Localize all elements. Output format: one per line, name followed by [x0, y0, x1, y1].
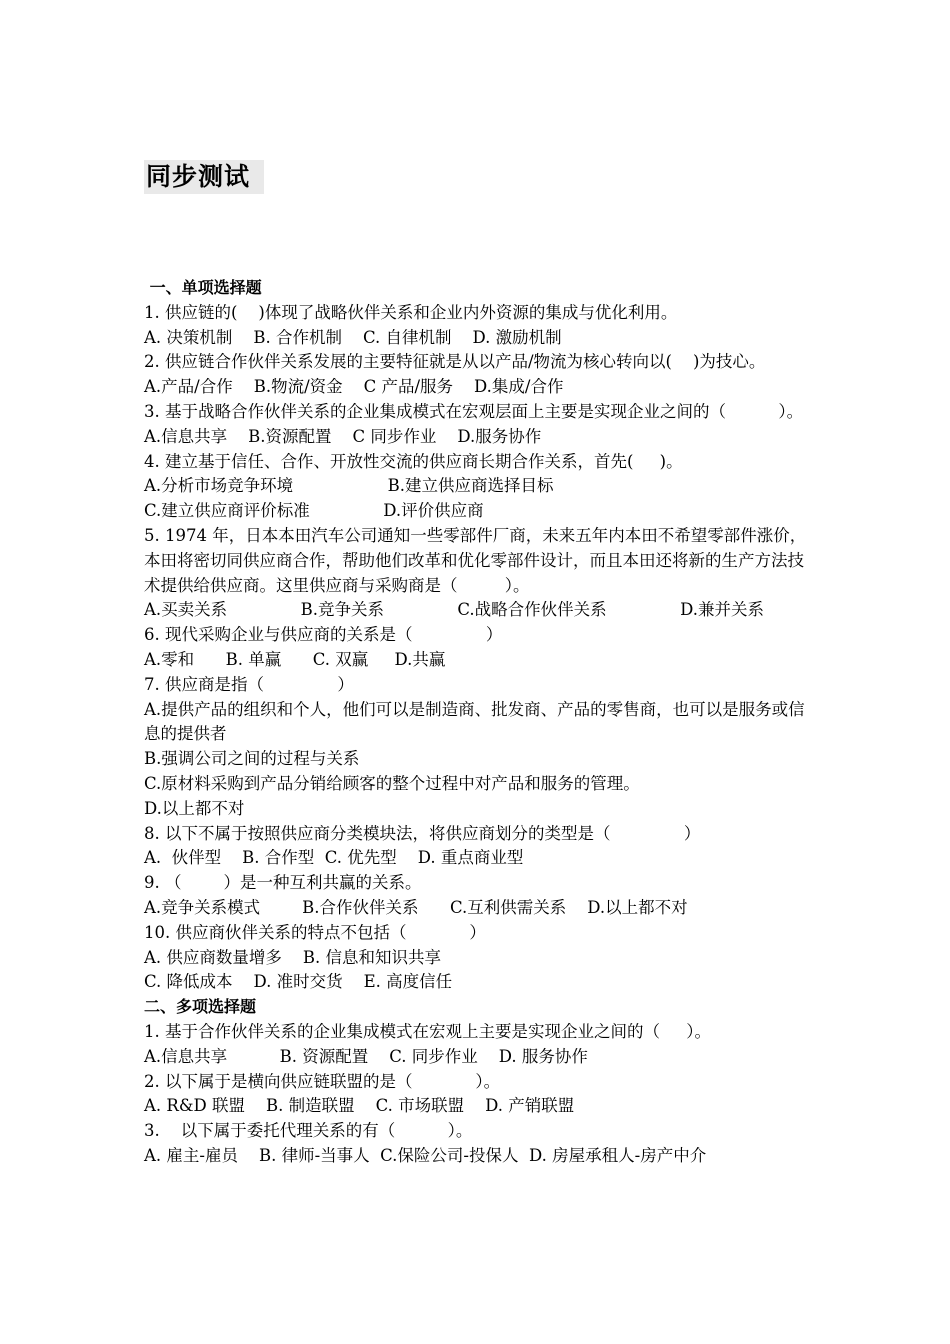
options-6: A.零和 B. 单赢 C. 双赢 D.共赢 — [144, 649, 446, 669]
section-heading-single-choice: 一、单项选择题 — [144, 278, 262, 297]
question-6: 6. 现代采购企业与供应商的关系是（ ） — [144, 625, 503, 645]
mc-options-3: A. 雇主-雇员 B. 律师-当事人 C.保险公司-投保人 D. 房屋承租人-房产中介 — [144, 1145, 707, 1165]
options-10b: C. 降低成本 D. 准时交货 E. 高度信任 — [144, 972, 453, 992]
question-10: 10. 供应商伙伴关系的特点不包括（ ） — [144, 922, 486, 942]
options-10a: A. 供应商数量增多 B. 信息和知识共享 — [144, 947, 441, 967]
page-title: 同步测试 — [144, 160, 264, 194]
question-1: 1. 供应链的( )体现了战略伙伴关系和企业内外资源的集成与优化利用。 — [144, 302, 678, 322]
options-7a: A.提供产品的组织和个人，他们可以是制造商、批发商、产品的零售商，也可以是服务或信息的提供者 — [144, 699, 805, 744]
mc-options-2: A. R&D 联盟 B. 制造联盟 C. 市场联盟 D. 产销联盟 — [144, 1096, 575, 1116]
options-1: A. 决策机制 B. 合作机制 C. 自律机制 D. 激励机制 — [144, 327, 562, 347]
options-8: A. 伙伴型 B. 合作型 C. 优先型 D. 重点商业型 — [144, 848, 524, 868]
question-4: 4. 建立基于信任、合作、开放性交流的供应商长期合作关系，首先( )。 — [144, 451, 683, 471]
options-4b: C.建立供应商评价标准 D.评价供应商 — [144, 501, 484, 521]
mc-question-2: 2. 以下属于是横向供应链联盟的是（ ）。 — [144, 1071, 501, 1091]
question-9: 9. （ ）是一种互利共赢的关系。 — [144, 873, 422, 893]
mc-question-3: 3. 以下属于委托代理关系的有（ ）。 — [144, 1121, 473, 1141]
mc-question-1: 1. 基于合作伙伴关系的企业集成模式在宏观上主要是实现企业之间的（ ）。 — [144, 1021, 711, 1041]
options-7b: B.强调公司之间的过程与关系 — [144, 749, 360, 769]
question-7: 7. 供应商是指（ ） — [144, 674, 354, 694]
options-7d: D.以上都不对 — [144, 798, 245, 818]
options-9: A.竞争关系模式 B.合作伙伴关系 C.互利供需关系 D.以上都不对 — [144, 897, 688, 917]
options-3: A.信息共享 B.资源配置 C 同步作业 D.服务协作 — [144, 426, 542, 446]
question-3: 3. 基于战略合作伙伴关系的企业集成模式在宏观层面上主要是实现企业之间的（ ）。 — [144, 401, 804, 421]
question-2: 2. 供应链合作伙伴关系发展的主要特征就是从以产品/物流为核心转向以( )为技心。 — [144, 352, 766, 372]
document-body — [144, 276, 814, 1169]
options-7c: C.原材料采购到产品分销给顾客的整个过程中对产品和服务的管理。 — [144, 773, 640, 793]
mc-options-1: A.信息共享 B. 资源配置 C. 同步作业 D. 服务协作 — [144, 1046, 588, 1066]
section-heading-multiple-choice: 二、多项选择题 — [144, 997, 257, 1017]
options-2: A.产品/合作 B.物流/资金 C 产品/服务 D.集成/合作 — [144, 377, 564, 397]
options-5: A.买卖关系 B.竞争关系 C.战略合作伙伴关系 D.兼并关系 — [144, 600, 764, 620]
question-8: 8. 以下不属于按照供应商分类模块法，将供应商划分的类型是（ ） — [144, 823, 701, 843]
options-4a: A.分析市场竞争环境 B.建立供应商选择目标 — [144, 476, 554, 496]
question-5: 5. 1974 年，日本本田汽车公司通知一些零部件厂商，未来五年内本田不希望零部件涨价，本田将密切同供应商合作，帮助他们改革和优化零部件设计，而且本田还将新的生产方法技术提供给供应商。这里供应商与采购商是（ ）。 — [144, 525, 807, 595]
